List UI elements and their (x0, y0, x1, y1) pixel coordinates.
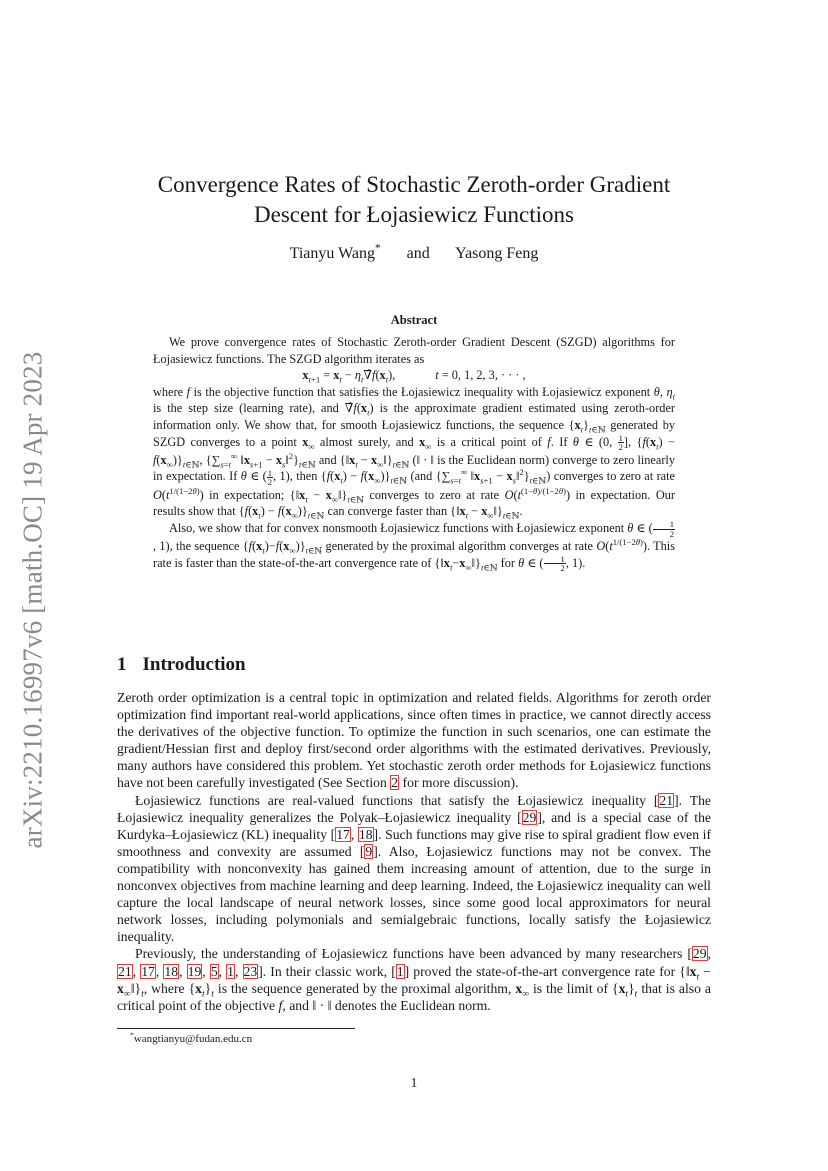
author-conjunction: and (406, 245, 430, 262)
footnote-email[interactable]: wangtianyu@fudan.edu.cn (133, 1033, 253, 1045)
arxiv-id: arXiv:2210.16997v6 [math.OC] 19 Apr 2023 (17, 351, 48, 849)
paper-title (100, 170, 728, 230)
author-name: Tianyu Wang (289, 245, 375, 262)
citation-link[interactable]: [1] (391, 963, 410, 979)
szgd-equation: $x_{t+1} = x_t$ − $\eta_t\nablâf(x_t)$, t = 0, 1, 2, 3, · · · , (302, 368, 526, 385)
author-name: Yasong Feng (455, 245, 539, 262)
title-line-2: Descent for Łojasiewicz Functions (254, 202, 574, 227)
footnote (130, 1030, 253, 1045)
footnote-divider (117, 1028, 355, 1029)
abstract-body (153, 334, 675, 573)
arxiv-identifier-sidebar (8, 340, 58, 860)
author-list (100, 242, 728, 263)
page-number: 1 (410, 1075, 418, 1090)
abstract-paragraph: Also, we show that for convex nonsmooth Łojasiewicz functions with Łojasiewicz exponent θ ∈ ( $\frac{1}{2}$ , 1), the sequence $\{f(x_t)-f(x_\infty)\}_{t\in ℕ}$ generated by the proximal algorithm converges at rate $O(t^{1/(1-2\theta)})$. This rate is faster than the state-of-the-art convergence rate of $\{‖x_t-x_\infty‖\}_{t\in ℕ}$ for θ ∈ ( $\frac{1}{2}$ , 1). (153, 518, 675, 574)
citation-link[interactable]: [17, 18] (330, 826, 379, 842)
abstract-heading: Abstract (390, 313, 438, 327)
footnote-mark: * (375, 242, 381, 255)
section-heading (117, 654, 246, 676)
equation-range: t = 0, 1, 2, 3, · · · , (435, 368, 526, 383)
section-title: Introduction (142, 654, 246, 675)
citation-link[interactable]: [29] (517, 809, 542, 825)
section-link[interactable]: 2 (391, 775, 399, 791)
body-paragraph: Zeroth order optimization is a central topic in optimization and related fields. Algorithms for zeroth order optimization find important real-world applications, since often times in practice, we cannot directly access the derivatives of the objective function. To optimize the function in such scenarios, one can estimate the gradient/Hessian first and deploy first/second order algorithms with the estimated derivatives. Previously, many authors have considered this problem. Yet stochastic zeroth order methods for Łojasiewicz functions have not been carefully investigated (See Section 2 for more discussion). (117, 690, 711, 791)
body-paragraph: Łojasiewicz functions are real-valued functions that satisfy the Łojasiewicz inequality [21]. The Łojasiewicz inequality generalizes the Polyak–Łojasiewicz inequality [29], and is a special case of the Kurdyka–Łojasiewicz (KL) inequality [17, 18]. Such functions may give rise to spiral gradient flow even if smoothness and convexity are assumed [9]. Also, Łojasiewicz functions may not be convex. The compatibility with nonconvexity has gained them increasing amount of attention, due to the surge in nonconvex objectives from machine learning and deep learning. Indeed, the Łojasiewicz inequality can well capture the local landscape of neural network losses, since some good local approximators for neural network losses, including polymonials and semialgebraic functions, locally satisfy the Łojasiewicz inequality. (117, 792, 712, 945)
citation-link[interactable]: [9] (359, 843, 378, 859)
citation-link[interactable]: [21] (653, 792, 679, 808)
citation-link[interactable]: [29, 21, 17, 18, 19, 5, 1, 23] (118, 946, 711, 979)
introduction-body (117, 689, 711, 1014)
abstract-paragraph: where f is the objective function that satisfies the Łojasiewicz inequality with Łojasiewicz exponent θ, $\eta_t$ is the step size (learning rate), and $\nablâf(x_t)$ is the approximate gradient estimated using zeroth-order information only. We show that, for smooth Łojasiewicz functions, the sequence $\{x_t\}_{t\in ℕ}$ generated by SZGD converges to a point $x_\infty$ almost surely, and $x_\infty$ is a critical point of f. If θ ∈ (0, $\frac{1}{2}$ ], $\{f(x_t) - f(x_\infty)\}_{t\in ℕ}$, {$\sum_{s=t}^\infty$ $‖x_{s+1}$ − $x_s‖^2\}_{t\in ℕ}$ and {$‖x_t$ − $x_\infty‖\}_{t\in ℕ}$ (‖ · ‖ is the Euclidean norm) converge to zero linearly in expectation. If θ ∈ ( $\frac{1}{2}$ , 1), then $\{f(x_t) - f(x_\infty)\}_{t\in ℕ}$ (and {$\sum_{s=t}^\infty$ $‖x_{s+1}$ − $x_s‖^2\}_{t\in ℕ}$) converges to zero at rate $O(t^{1/(1-2\theta)})$ in expectation; {$‖x_t$ − $x_\infty‖\}_{t\in ℕ}$ converges to zero at rate $O(t^{(1-\theta)/(1-2\theta)})$ in expectation. Our results show that $\{f(x_t) - f(x_\infty)\}_{t\in ℕ}$ can converge faster than {$‖x_t$ − $x_\infty‖\}_{t\in ℕ}$. (153, 384, 676, 521)
footnote-mark: * (130, 1030, 134, 1040)
body-paragraph: Previously, the understanding of Łojasiewicz functions have been advanced by many researchers [29, 21, 17, 18, 19, 5, 1, 23]. In their classic work, [1] proved the state-of-the-art convergence rate for {$‖x_t$ − $x_\infty‖\}_t$, where $\{x_t\}_t$ is the sequence generated by the proximal algorithm, $x_\infty$ is the limit of $\{x_t\}_t$ that is also a critical point of the objective f, and ‖ · ‖ denotes the Euclidean norm. (117, 946, 712, 1013)
title-line-1: Convergence Rates of Stochastic Zeroth-order Gradient (157, 172, 671, 197)
abstract-paragraph: We prove convergence rates of Stochastic Zeroth-order Gradient Descent (SZGD) algorithms for Łojasiewicz functions. The SZGD algorithm iterates as (153, 335, 675, 366)
section-number: 1 (117, 654, 127, 675)
